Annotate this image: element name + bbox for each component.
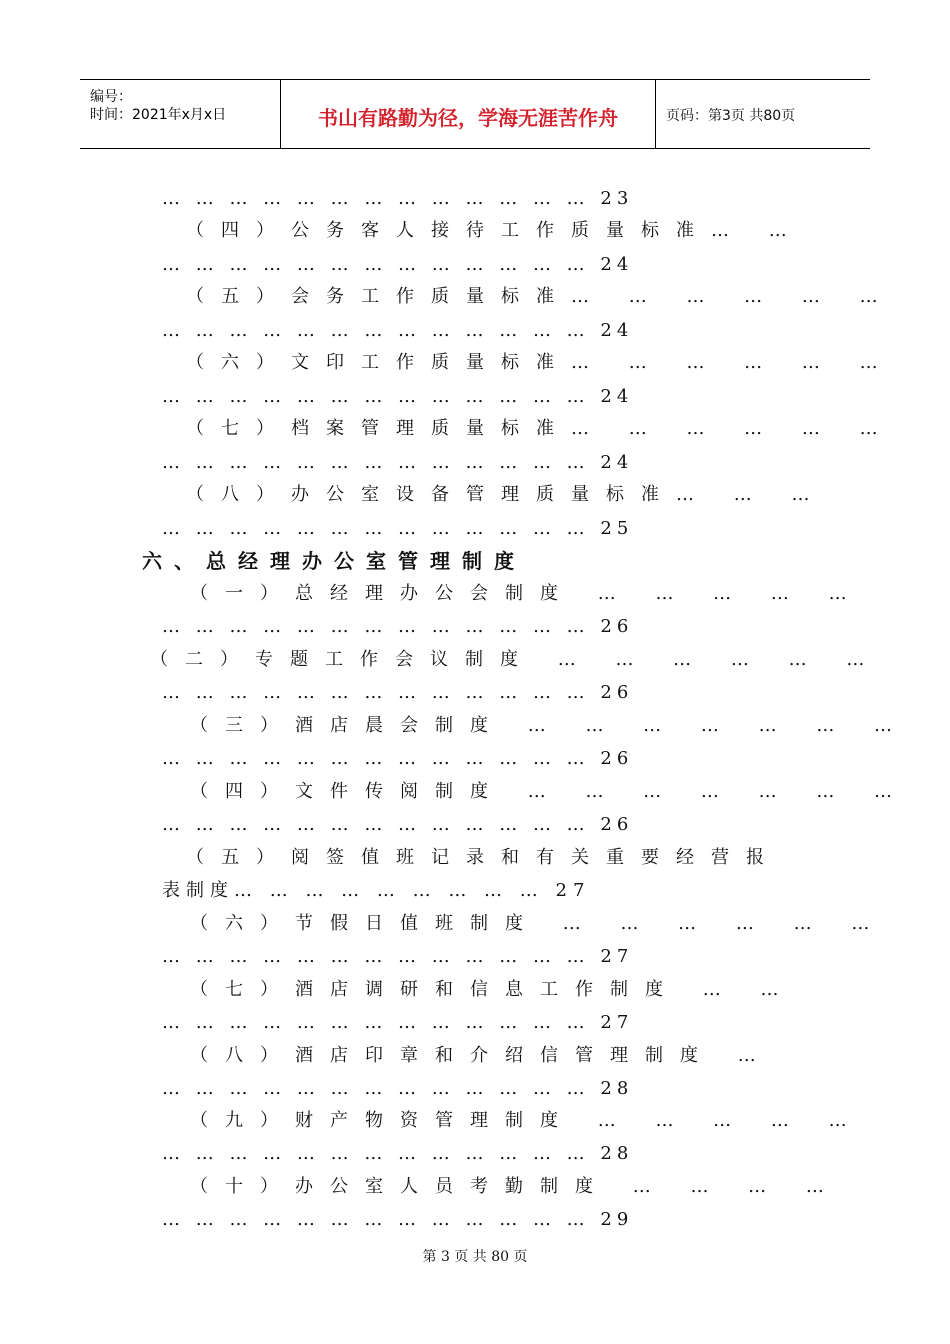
toc-entry: （六）节假日值班制度 … … … … … …: [190, 913, 887, 934]
toc-entry: （五）会务工作质量标准… … … … … …: [186, 286, 895, 307]
header-meta-cell: [80, 80, 281, 148]
document-number-label: 编号：: [90, 89, 132, 105]
toc-entry: （七）酒店调研和信息工作制度 … …: [190, 979, 796, 1000]
section-heading: 六、总经理办公室管理制度: [142, 549, 526, 573]
toc-line: … … … … … … … … … … … … … 23: [162, 188, 634, 209]
toc-line: … … … … … … … … … … … … … 29: [162, 1209, 634, 1230]
toc-line: … … … … … … … … … … … … … 28: [162, 1078, 634, 1099]
toc-line: 表制度… … … … … … … … … 27: [162, 880, 591, 901]
toc-entry: （六）文印工作质量标准… … … … … …: [186, 352, 895, 373]
toc-entry: （五）阅签值班记录和有关重要经营报: [186, 847, 781, 868]
toc-entry: （四）文件传阅制度 … … … … … … …: [190, 781, 910, 802]
header-motto-cell: [281, 80, 656, 148]
document-time-label: 时间：2021年x月x日: [90, 107, 227, 123]
toc-line: … … … … … … … … … … … … … 24: [162, 386, 634, 407]
toc-line: … … … … … … … … … … … … … 26: [162, 748, 634, 769]
toc-entry: （九）财产物资管理制度 … … … … …: [190, 1110, 864, 1131]
toc-line: … … … … … … … … … … … … … 24: [162, 254, 634, 275]
toc-entry: （八）办公室设备管理质量标准… … …: [186, 484, 827, 505]
page-footer: 第 3 页 共 80 页: [422, 1249, 528, 1265]
toc-line: … … … … … … … … … … … … … 26: [162, 814, 634, 835]
toc-line: … … … … … … … … … … … … … 24: [162, 320, 634, 341]
toc-entry: （十）办公室人员考勤制度 … … … …: [190, 1176, 841, 1197]
toc-line: … … … … … … … … … … … … … 26: [162, 682, 634, 703]
toc-line: … … … … … … … … … … … … … 25: [162, 518, 634, 539]
toc-entry: （一）总经理办公会制度 … … … … …: [190, 583, 864, 604]
header-motto: 书山有路勤为径，学海无涯苦作舟: [318, 106, 618, 130]
toc-entry: （七）档案管理质量标准… … … … … …: [186, 418, 895, 439]
toc-entry: （四）公务客人接待工作质量标准… …: [186, 220, 804, 241]
toc-entry: （二）专题工作会议制度 … … … … … …: [150, 649, 882, 670]
toc-line: … … … … … … … … … … … … … 28: [162, 1143, 634, 1164]
toc-line: … … … … … … … … … … … … … 27: [162, 1012, 634, 1033]
page-header: [80, 79, 870, 149]
toc-line: … … … … … … … … … … … … … 24: [162, 452, 634, 473]
toc-line: … … … … … … … … … … … … … 26: [162, 616, 634, 637]
toc-line: … … … … … … … … … … … … … 27: [162, 946, 634, 967]
toc-entry: （八）酒店印章和介绍信管理制度 …: [190, 1045, 773, 1066]
header-page-label: 页码：第3页 共80页: [666, 108, 796, 124]
toc-entry: （三）酒店晨会制度 … … … … … … …: [190, 715, 910, 736]
header-page-cell: [656, 80, 870, 148]
